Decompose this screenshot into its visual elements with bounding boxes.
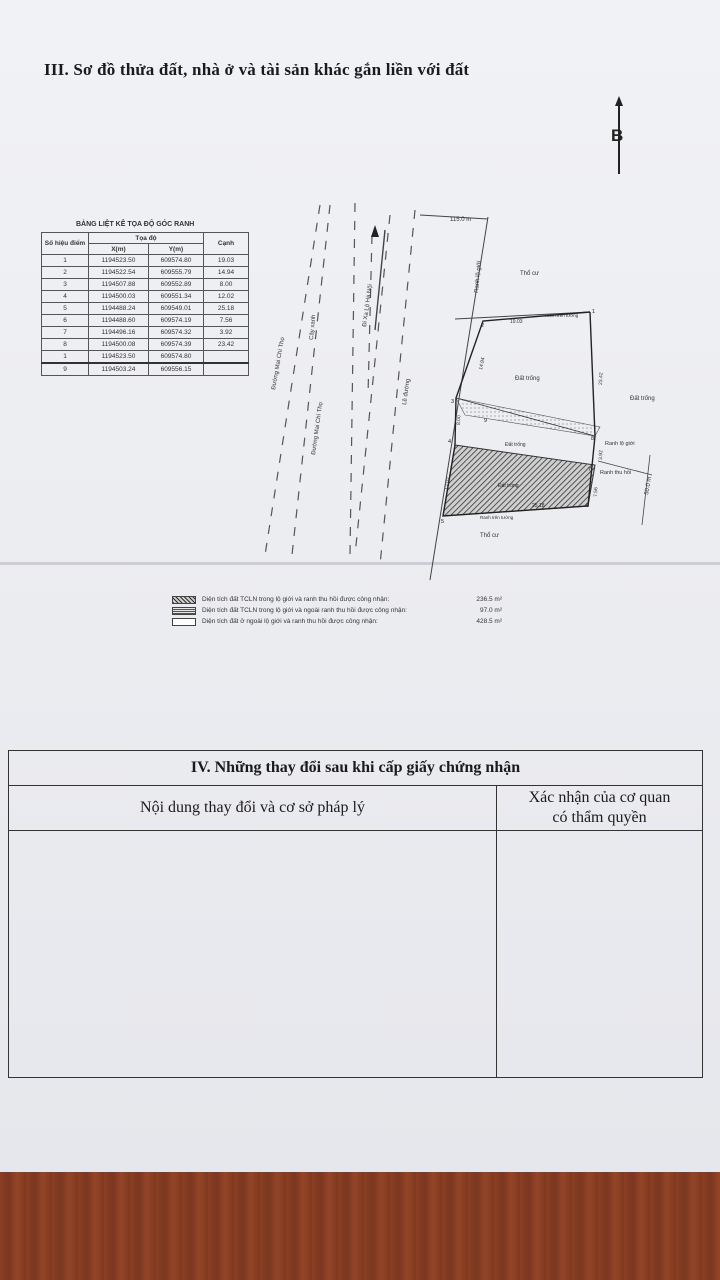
coord-table [41, 232, 249, 376]
coord-y: 609555.79 [148, 267, 203, 279]
coord-table-title: BẢNG LIỆT KÊ TỌA ĐỘ GÓC RANH [76, 221, 195, 228]
ranh-lo-gioi-label: Ranh lộ giới [605, 441, 635, 447]
legend-swatch [172, 618, 196, 626]
point-6: 6 [586, 503, 590, 509]
point-7: 7 [588, 467, 592, 473]
coord-row [42, 291, 249, 303]
coord-edge: 14.94 [204, 267, 249, 279]
coord-x: 1194496.16 [89, 327, 149, 339]
col-coords-header: Tọa độ [89, 233, 204, 244]
coord-x: 1194500.03 [89, 291, 149, 303]
road-lines [265, 203, 415, 565]
legend-text: Diện tích đất ở ngoài lộ giới và ranh thu hồi được công nhận: [202, 618, 378, 625]
confirm-header-line1: Xác nhận của cơ quan [528, 789, 671, 806]
coord-point: 8 [42, 339, 89, 351]
coord-row [42, 315, 249, 327]
legend-value: 97.0 m² [479, 607, 502, 614]
coord-x: 1194523.50 [89, 255, 149, 267]
dat-trong-low-label: Đất trống [498, 483, 519, 489]
legend-text: Diện tích đất TCLN trong lộ giới và ngoài ranh thu hồi được công nhận: [202, 607, 407, 614]
coord-edge: 23.42 [204, 339, 249, 351]
coord-point: 1 [42, 255, 89, 267]
coord-x: 1194500.08 [89, 339, 149, 351]
point-8: 8 [591, 436, 595, 442]
section4-col-confirm-header [497, 785, 702, 831]
col-point-header: Số hiệu điểm [42, 233, 89, 255]
coord-x: 1194488.60 [89, 315, 149, 327]
coord-edge: 19.03 [204, 255, 249, 267]
legend [172, 594, 502, 627]
coord-x: 1194522.54 [89, 267, 149, 279]
coord-y: 609574.80 [148, 351, 203, 364]
tho-cu-bottom-label: Thổ cư [480, 533, 500, 539]
coord-y: 609556.15 [148, 363, 203, 376]
coord-edge [204, 363, 249, 376]
coord-edge: 7.56 [204, 315, 249, 327]
coord-point: 7 [42, 327, 89, 339]
coord-row [42, 339, 249, 351]
legend-text: Diện tích đất TCLN trong lộ giới và ranh thu hồi được công nhận: [202, 596, 390, 603]
section4-title: IV. Những thay đổi sau khi cấp giấy chứng nhận [9, 751, 702, 786]
len-left3: 12.02 [444, 477, 452, 491]
len-bottom: 25.18 [532, 503, 545, 509]
ranh-tren-tuong-top: Ranh trên tường [545, 313, 579, 318]
point-9: 9 [484, 418, 488, 424]
coord-row [42, 267, 249, 279]
len-left2: 8.00 [456, 415, 463, 426]
legend-row [172, 594, 502, 605]
legend-value: 236.5 m² [476, 596, 502, 603]
coord-point: 1 [42, 351, 89, 364]
ranh-lo-gioi-vertical: Ranh lộ giới [474, 260, 483, 294]
coord-edge: 3.92 [204, 327, 249, 339]
col-y-header: Y(m) [148, 244, 203, 255]
coord-edge: 8.00 [204, 279, 249, 291]
coord-y: 609574.32 [148, 327, 203, 339]
col-edge-header: Cạnh [204, 233, 249, 255]
ranh-tren-tuong-bottom: Ranh trên tường [480, 515, 514, 520]
section4-content-cell [9, 831, 497, 1077]
point-4: 4 [448, 439, 452, 445]
road-label-1: Đường Mai Chí Thọ [271, 336, 287, 391]
ranh-thu-hoi-label: Ranh thu hồi [600, 470, 632, 476]
coord-y: 609574.39 [148, 339, 203, 351]
coord-y: 609574.19 [148, 315, 203, 327]
le-duong-label: Lề đường [402, 378, 412, 406]
coord-row [42, 279, 249, 291]
coord-y: 609551.34 [148, 291, 203, 303]
legend-swatch [172, 596, 196, 604]
coord-point: 4 [42, 291, 89, 303]
legend-swatch [172, 607, 196, 615]
point-5: 5 [441, 519, 445, 525]
section4-table [8, 750, 703, 1078]
wooden-table-background [0, 1172, 720, 1280]
legend-value: 428.5 m² [476, 618, 502, 625]
coord-row [42, 351, 249, 364]
tho-cu-top-label: Thổ cư [520, 271, 540, 277]
point-3: 3 [451, 399, 455, 405]
coord-x: 1194507.88 [89, 279, 149, 291]
cay-xanh-label: Cây xanh [309, 314, 318, 341]
road-label-2: Đường Mai Chí Thọ [311, 401, 325, 456]
col-x-header: X(m) [89, 244, 149, 255]
coord-edge [204, 351, 249, 364]
dat-trong-right-label: Đất trống [630, 396, 655, 402]
coord-point: 5 [42, 303, 89, 315]
coord-point: 6 [42, 315, 89, 327]
len-left: 14.94 [478, 356, 487, 371]
coord-row [42, 363, 249, 376]
point-2: 2 [481, 323, 485, 329]
section3-title: III. Sơ đồ thửa đất, nhà ở và tài sản khác gắn liền với đất [44, 60, 470, 79]
coord-y: 609549.01 [148, 303, 203, 315]
parcel-map [250, 195, 720, 585]
len-top: 19.03 [510, 319, 523, 325]
di-xa-lo-label: Đi Xa Lộ Hà Nội [362, 283, 374, 328]
coord-edge: 12.02 [204, 291, 249, 303]
len-right3: 7.56 [593, 487, 600, 498]
point-1: 1 [592, 309, 596, 315]
legend-row [172, 605, 502, 616]
coord-point: 3 [42, 279, 89, 291]
coord-row [42, 327, 249, 339]
coord-x: 1194503.24 [89, 363, 149, 376]
dat-trong-main-label: Đất trống [515, 376, 540, 382]
section4-confirm-cell [497, 831, 702, 1077]
len-right: 23.42 [598, 372, 605, 386]
dist-side-label: 50.0 m [644, 476, 654, 496]
len-right2: 3.92 [598, 450, 605, 461]
legend-row [172, 616, 502, 627]
coord-y: 609574.80 [148, 255, 203, 267]
coord-edge: 25.18 [204, 303, 249, 315]
coord-x: 1194488.24 [89, 303, 149, 315]
confirm-header-line2: có thẩm quyền [552, 809, 647, 826]
coord-point: 9 [42, 363, 89, 376]
north-label: B [611, 126, 624, 145]
coord-x: 1194523.50 [89, 351, 149, 364]
coord-point: 2 [42, 267, 89, 279]
coord-row [42, 303, 249, 315]
coord-y: 609552.89 [148, 279, 203, 291]
dist-top-label: 115.0 m [450, 217, 472, 223]
dat-trong-mid-label: Đất trống [505, 442, 526, 448]
coord-row [42, 255, 249, 267]
section4-col-content-header: Nội dung thay đổi và cơ sở pháp lý [9, 785, 497, 831]
